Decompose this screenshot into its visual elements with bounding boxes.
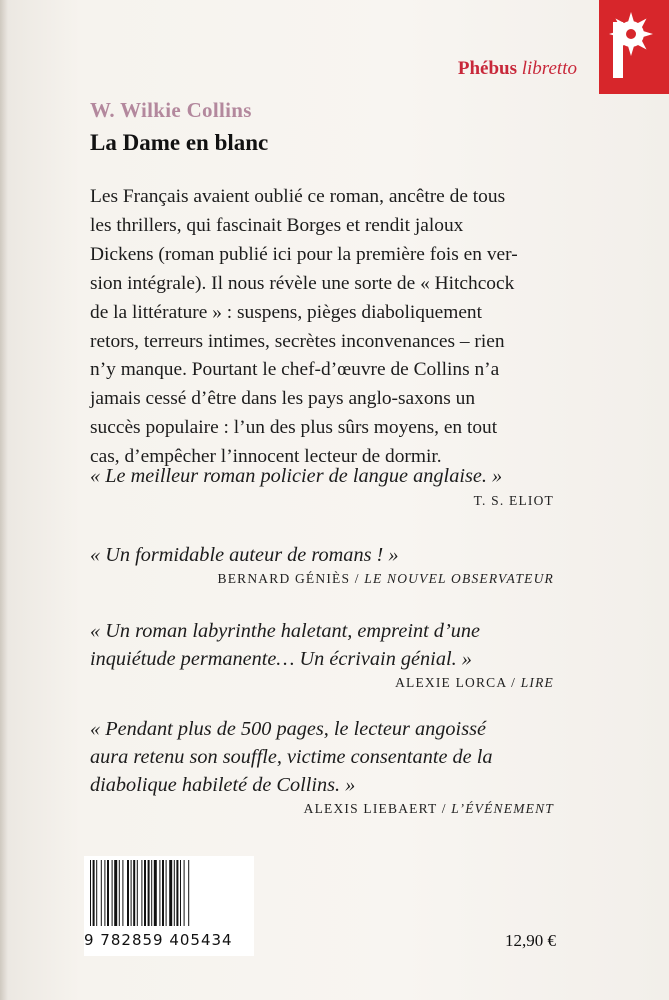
quote-author: T. S. ELIOT: [473, 493, 554, 508]
blurb-line: n’y manque. Pourtant le chef-d’œuvre de Collins n’a: [90, 359, 500, 381]
quote-line: inquiétude permanente… Un écrivain génial. »: [90, 648, 472, 670]
blurb-line: jamais cessé d’être dans les pays anglo-saxons un: [90, 388, 476, 410]
publisher-label: [458, 58, 577, 80]
quote-line: « Pendant plus de 500 pages, le lecteur angoissé: [90, 718, 486, 740]
quote-author: BERNARD GÉNIÈS: [217, 571, 351, 586]
quote-line: « Un formidable auteur de romans ! »: [90, 544, 399, 566]
quote-attribution-lorca: [395, 675, 554, 691]
quote-line: aura retenu son souffle, victime consentante de la: [90, 746, 493, 768]
quote-line: diabolique habileté de Collins. »: [90, 774, 356, 796]
quote-attribution-genies: [218, 571, 555, 587]
blurb-line: Dickens (roman publié ici pour la première fois en ver-: [90, 243, 518, 265]
quote-author: ALEXIS LIEBAERT: [303, 801, 438, 816]
quote-attribution-eliot: [474, 493, 554, 509]
blurb-line: succès populaire : l’un des plus sûrs moyens, en tout: [90, 417, 498, 439]
quote-attribution-liebaert: [304, 801, 554, 817]
book-title: La Dame en blanc: [90, 130, 269, 155]
review-quote-genies: [90, 541, 399, 569]
phebus-logo: [599, 0, 669, 94]
book-author: W. Wilkie Collins: [90, 98, 252, 122]
price-label: 12,90 €: [505, 931, 556, 950]
blurb-line: Les Français avaient oublié ce roman, ancêtre de tous: [90, 186, 506, 207]
quote-source: LE NOUVEL OBSERVATEUR: [364, 571, 554, 586]
blurb-line: sion intégrale). Il nous révèle une sorte de « Hitchcock: [90, 272, 515, 294]
blurb-line: cas, d’empêcher l’innocent lecteur de dormir.: [90, 446, 442, 468]
barcode-icon: [84, 856, 254, 930]
phebus-logo-icon: [599, 0, 669, 94]
attribution-separator: /: [437, 801, 452, 816]
review-quote-lorca: [90, 617, 480, 673]
review-quote-liebaert: [90, 715, 493, 799]
attribution-separator: /: [350, 571, 365, 586]
quote-source: L’ÉVÉNEMENT: [451, 801, 554, 816]
quote-source: LIRE: [520, 675, 554, 690]
quote-line: « Le meilleur roman policier de langue anglaise. »: [90, 465, 503, 487]
blurb-line: retors, terreurs intimes, secrètes inconvenances – rien: [90, 330, 505, 352]
blurb-line: les thrillers, qui fascinait Borges et rendit jaloux: [90, 214, 464, 236]
cover-edge: [0, 0, 8, 1000]
isbn-number: 9 782859 405434: [84, 931, 233, 949]
quote-author: ALEXIE LORCA: [395, 675, 507, 690]
quote-line: « Un roman labyrinthe haletant, empreint d’une: [90, 620, 480, 642]
publisher-imprint: libretto: [521, 58, 577, 79]
blurb-line: de la littérature » : suspens, pièges diaboliquement: [90, 301, 483, 323]
publisher-name: Phébus: [457, 58, 517, 79]
book-blurb: [90, 183, 560, 472]
attribution-separator: /: [506, 675, 521, 690]
review-quote-eliot: [90, 462, 502, 490]
